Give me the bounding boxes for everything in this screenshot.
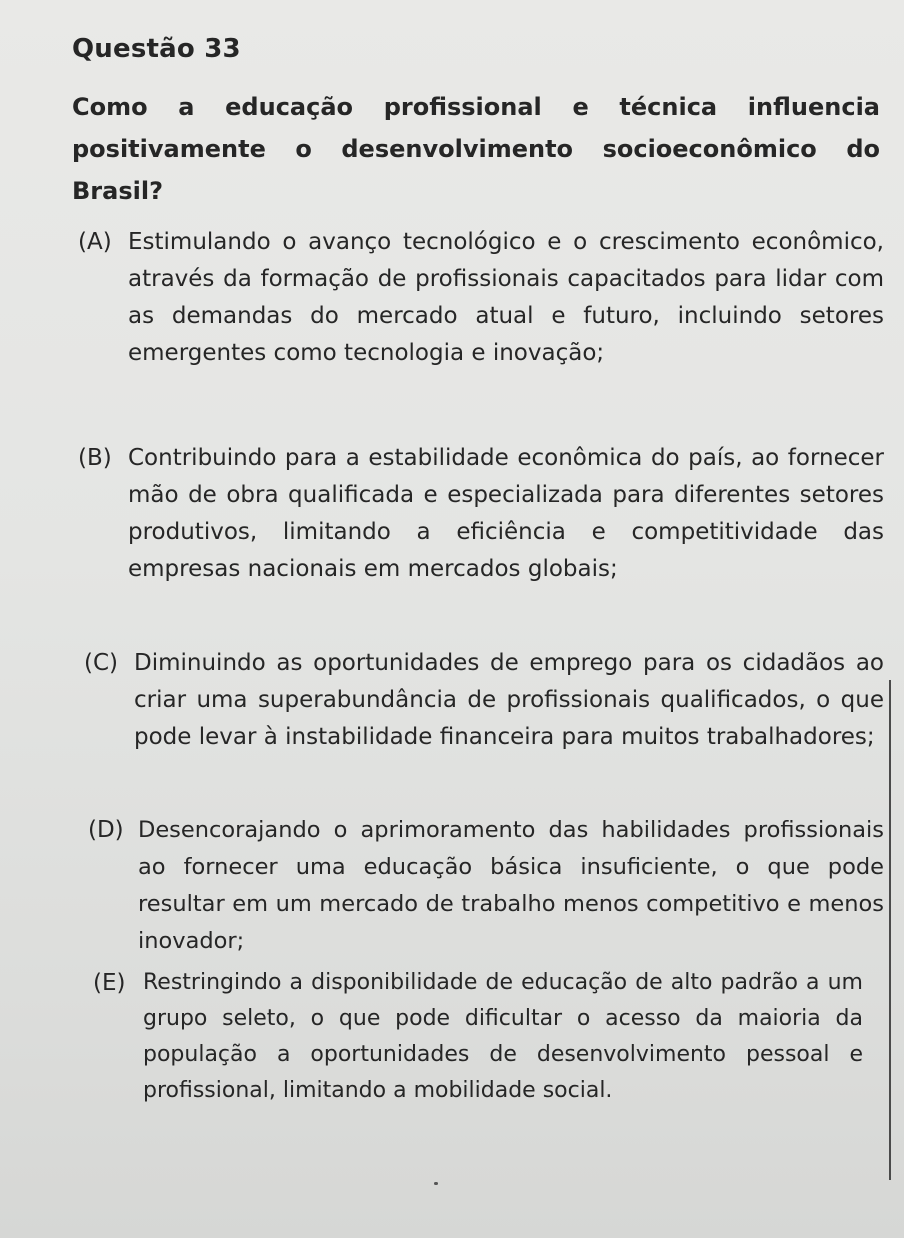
option-d-text: Desencorajando o aprimoramento das habilidades profissionais ao fornecer uma educação básica insuficiente, o que pode resultar em um mercado de trabalho menos competitivo e menos inovador; <box>138 817 884 954</box>
option-c <box>84 645 884 756</box>
page-edge-line <box>889 680 891 1180</box>
option-e <box>93 965 863 1109</box>
option-d-letter: (D) <box>88 817 124 843</box>
option-d <box>88 812 884 960</box>
option-a <box>78 224 884 372</box>
option-b-text: Contribuindo para a estabilidade econômica do país, ao fornecer mão de obra qualificada e especializada para diferentes setores produtivos, limitando a eficiência e competitividade das empresas nacionais em mercados globais; <box>128 445 884 582</box>
option-a-letter: (A) <box>78 229 112 255</box>
question-prompt: Como a educação profissional e técnica influencia positivamente o desenvolvimento socioeconômico do Brasil? <box>72 93 880 205</box>
question-title: Questão 33 <box>72 34 241 64</box>
option-e-letter: (E) <box>93 970 126 996</box>
option-c-letter: (C) <box>84 650 119 676</box>
option-a-text: Estimulando o avanço tecnológico e o crescimento econômico, através da formação de profissionais capacitados para lidar com as demandas do mercado atual e futuro, incluindo setores emergentes como tecnologia e inovação; <box>128 229 884 366</box>
option-b-letter: (B) <box>78 445 112 471</box>
option-b <box>78 440 884 588</box>
option-e-text: Restringindo a disponibilidade de educação de alto padrão a um grupo seleto, o que pode dificultar o acesso da maioria da população a oportunidades de desenvolvimento pessoal e profissional, limitando a mobilidade social. <box>143 970 863 1103</box>
option-c-text: Diminuindo as oportunidades de emprego para os cidadãos ao criar uma superabundância de profissionais qualificados, o que pode levar à instabilidade financeira para muitos trabalhadores; <box>134 650 884 750</box>
ink-speck <box>434 1182 438 1185</box>
